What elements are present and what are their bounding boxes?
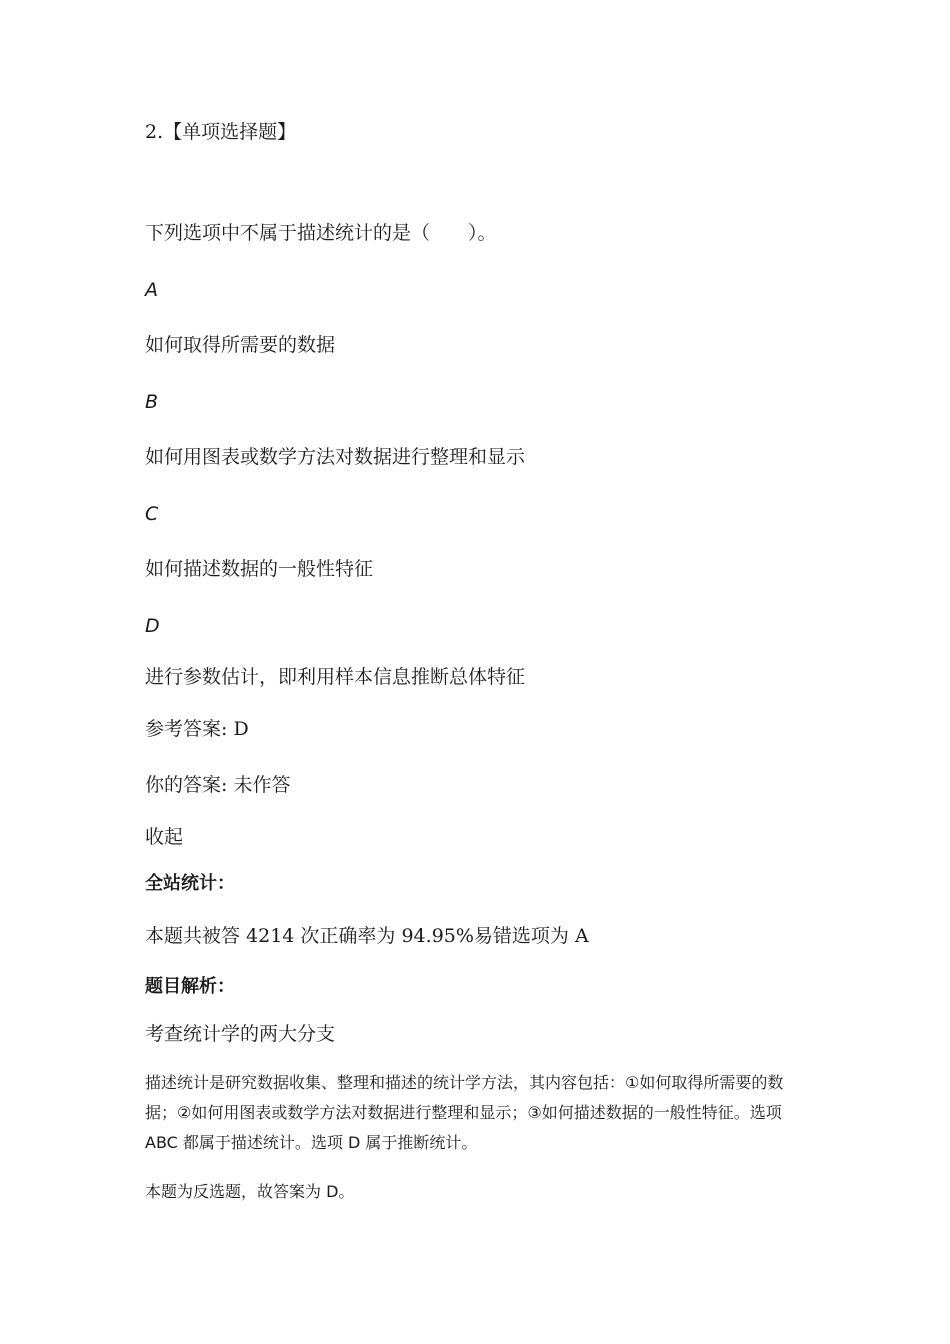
analysis-heading: 题目解析： <box>145 976 235 997</box>
question-stem: 下列选项中不属于描述统计的是（ ）。 <box>145 222 497 244</box>
your-answer: 你的答案: 未作答 <box>145 774 291 796</box>
option-c-letter: C <box>145 503 159 525</box>
reference-answer: 参考答案: D <box>145 718 249 740</box>
option-a-letter: A <box>145 279 158 301</box>
analysis-conclusion: 本题为反选题，故答案为 D。 <box>145 1182 355 1201</box>
stats-heading: 全站统计： <box>145 873 235 894</box>
option-d-text: 进行参数估计，即利用样本信息推断总体特征 <box>145 666 526 688</box>
question-header: 2.【单项选择题】 <box>145 121 297 143</box>
analysis-summary: 考查统计学的两大分支 <box>145 1023 336 1045</box>
option-d-letter: D <box>145 615 160 637</box>
collapse-link[interactable]: 收起 <box>145 826 184 848</box>
stats-text: 本题共被答 4214 次正确率为 94.95%易错选项为 A <box>145 925 589 947</box>
option-b-letter: B <box>145 391 159 413</box>
option-a-text: 如何取得所需要的数据 <box>145 334 336 356</box>
option-b-text: 如何用图表或数学方法对数据进行整理和显示 <box>145 446 526 468</box>
option-c-text: 如何描述数据的一般性特征 <box>145 558 374 580</box>
analysis-paragraph: 描述统计是研究数据收集、整理和描述的统计学方法，其内容包括：①如何取得所需要的数据；②如何用图表或数学方法对数据进行整理和显示；③如何描述数据的一般性特征。选项 ABC 都属于描述统计。选项 D 属于推断统计。 <box>145 1073 784 1152</box>
